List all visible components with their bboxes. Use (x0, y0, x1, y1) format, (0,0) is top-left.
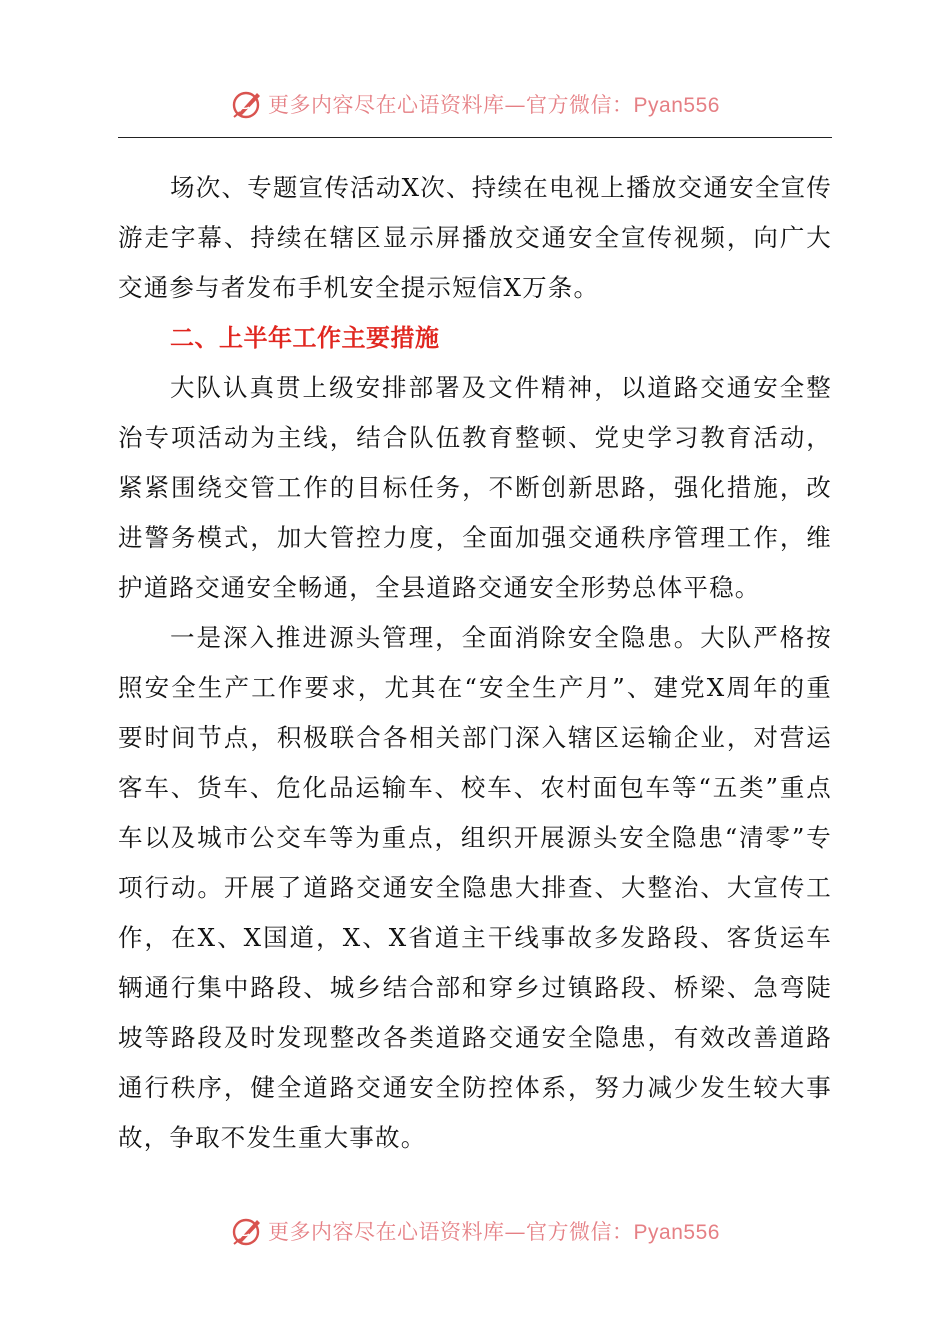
paragraph-1: 场次、专题宣传活动X次、持续在电视上播放交通安全宣传游走字幕、持续在辖区显示屏播放交通安全宣传视频，向广大交通参与者发布手机安全提示短信X万条。 (118, 173, 832, 302)
banner-text: 更多内容尽在心语资料库—官方微信：Pyan556 (268, 93, 720, 117)
footer-banner (0, 1211, 950, 1251)
wechat-handle: Pyan556 (633, 1221, 720, 1244)
quill-pen-logo-icon (230, 87, 264, 121)
banner-text: 更多内容尽在心语资料库—官方微信：Pyan556 (268, 1220, 720, 1244)
section-heading: 二、上半年工作主要措施 (170, 324, 440, 352)
document-body (118, 163, 832, 1163)
paragraph-3: 一是深入推进源头管理，全面消除安全隐患。大队严格按照安全生产工作要求，尤其在“安全生产月”、建党X周年的重要时间节点，积极联合各相关部门深入辖区运输企业，对营运客车、货车、危化品运输车、校车、农村面包车等“五类”重点车以及城市公交车等为重点，组织开展源头安全隐患“清零”专项行动。开展了道路交通安全隐患大排查、大整治、大宣传工作，在X、X国道，X、X省道主干线事故多发路段、客货运车辆通行集中路段、城乡结合部和穿乡过镇路段、桥梁、急弯陡坡等路段及时发现整改各类道路交通安全隐患，有效改善道路通行秩序，健全道路交通安全防控体系，努力减少发生较大事故，争取不发生重大事故。 (118, 623, 832, 1152)
paragraph-2: 大队认真贯上级安排部署及文件精神，以道路交通安全整治专项活动为主线，结合队伍教育整顿、党史学习教育活动，紧紧围绕交管工作的目标任务，不断创新思路，强化措施，改进警务模式，加大管控力度，全面加强交通秩序管理工作，维护道路交通安全畅通，全县道路交通安全形势总体平稳。 (118, 373, 832, 602)
quill-pen-logo-icon (230, 1214, 264, 1248)
header-banner (0, 84, 950, 124)
wechat-handle: Pyan556 (633, 94, 720, 117)
header-divider (118, 137, 832, 138)
